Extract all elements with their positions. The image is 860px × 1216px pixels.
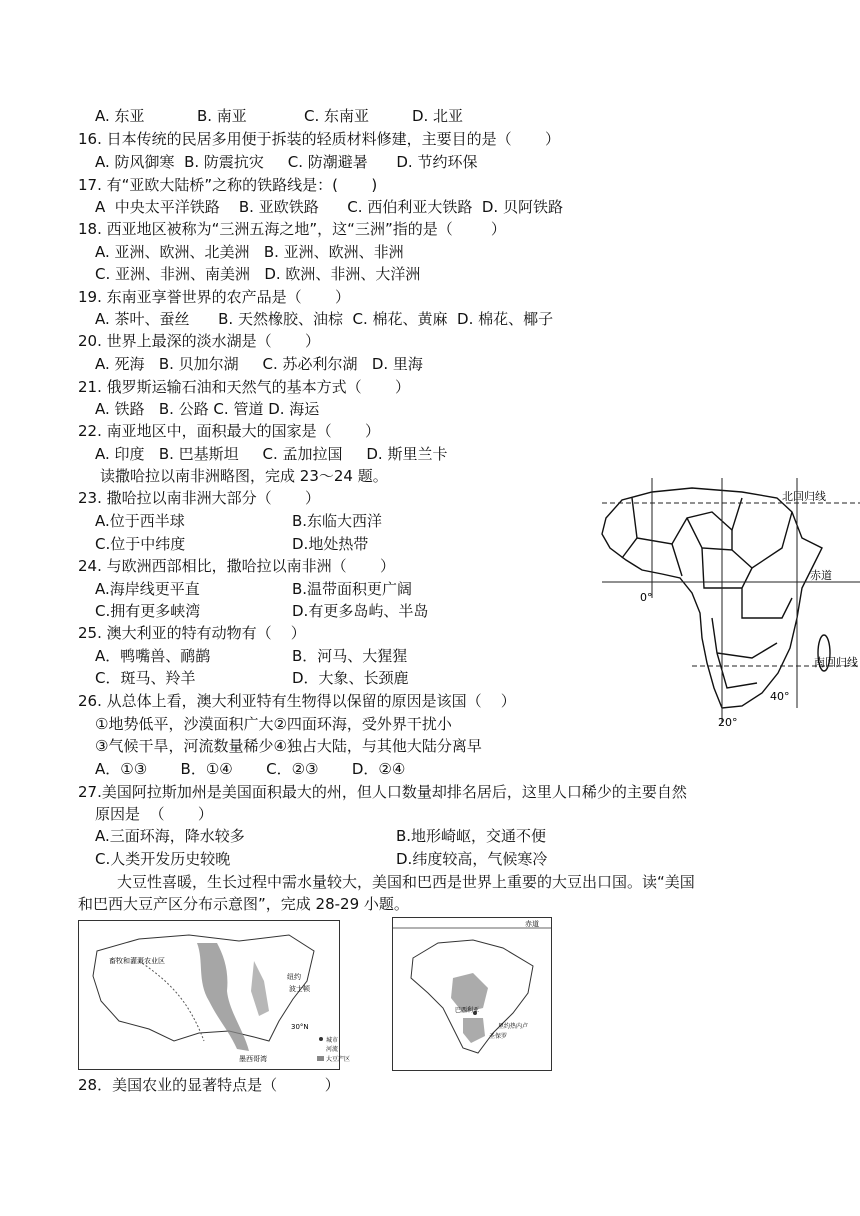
label-equator: 赤道 (810, 569, 832, 582)
legend-soy: 大豆产区 (326, 1056, 351, 1063)
q27-stem-cont: 原因是 （ ） (95, 805, 213, 823)
q23-stem: 23. 撒哈拉以南非洲大部分（ ） (78, 489, 321, 507)
q26-reason-34: ③气候干旱，河流数量稀少④独占大陆，与其他大陆分离早 (95, 737, 482, 755)
label-tropic-n: 北回归线 (782, 490, 826, 503)
q26-stem: 26. 从总体上看，澳大利亚特有生物得以保留的原因是该国（ ） (78, 692, 516, 710)
usa-soy-map (78, 920, 351, 1070)
q27-option-c: C.人类开发历史较晚 (95, 850, 231, 868)
q24-option-c: C.拥有更多峡湾 (95, 602, 201, 620)
label-city-ny: 纽约 (287, 973, 301, 981)
label-brasilia: 巴西利亚 (455, 1007, 480, 1014)
q21-options: A. 铁路 B. 公路 C. 管道 D. 海运 (95, 400, 320, 418)
q15-options: A. 东亚 B. 南亚 C. 东南亚 D. 北亚 (95, 107, 464, 125)
soy-intro: 大豆性喜暖，生长过程中需水量较大，美国和巴西是世界上重要的大豆出口国。读“美国 (117, 873, 695, 891)
q25-stem: 25. 澳大利亚的特有动物有（ ） (78, 624, 306, 642)
q18-stem: 18. 西亚地区被称为“三洲五海之地”，这“三洲”指的是（ ） (78, 220, 506, 238)
label-tropic-s: 南回归线 (814, 656, 858, 669)
q19-options: A. 茶叶、蚕丝 B. 天然橡胶、油棕 C. 棉花、黄麻 D. 棉花、椰子 (95, 310, 554, 328)
q25-option-a: A．鸭嘴兽、鸸鹋 (95, 647, 211, 665)
soy-intro-cont: 和巴西大豆产区分布示意图”，完成 28-29 小题。 (78, 895, 409, 913)
legend-city: 城市 (326, 1037, 339, 1044)
q25-option-d: D．大象、长颈鹿 (292, 669, 409, 687)
q18-options-ab: A. 亚洲、欧洲、北美洲 B. 亚洲、欧洲、非洲 (95, 243, 404, 261)
label-lon40: 40° (770, 690, 790, 703)
q23-option-c: C.位于中纬度 (95, 535, 186, 553)
q25-option-b: B．河马、大猩猩 (292, 647, 408, 665)
q16-options: A. 防风御寒 B. 防震抗灾 C. 防潮避暑 D. 节约环保 (95, 153, 478, 171)
q20-options: A. 死海 B. 贝加尔湖 C. 苏必利尔湖 D. 里海 (95, 355, 423, 373)
q23-option-b: B.东临大西洋 (292, 512, 383, 530)
q27-option-b: B.地形崎岖，交通不便 (396, 827, 547, 845)
q17-stem: 17. 有“亚欧大陆桥”之称的铁路线是：( ) (78, 176, 378, 194)
q23-option-a: A.位于西半球 (95, 512, 185, 530)
label-equator-br: 赤道 (525, 920, 539, 928)
label-gulf: 墨西哥湾 (239, 1055, 267, 1063)
legend-river: 河流 (326, 1046, 339, 1053)
q20-stem: 20. 世界上最深的淡水湖是（ ） (78, 332, 321, 350)
label-rio: 里约热内卢 (498, 1023, 529, 1030)
q24-stem: 24. 与欧洲西部相比，撒哈拉以南非洲（ ） (78, 557, 396, 575)
q18-options-cd: C. 亚洲、非洲、南美洲 D. 欧洲、非洲、大洋洲 (95, 265, 421, 283)
label-lat: 30°N (291, 1023, 309, 1031)
q26-reason-12: ①地势低平，沙漠面积广大②四面环海，受外界干扰小 (95, 715, 452, 733)
q26-options: A．①③ B．①④ C．②③ D．②④ (95, 760, 406, 778)
label-saopaulo: 圣保罗 (489, 1033, 508, 1040)
q22-stem: 22. 南亚地区中，面积最大的国家是（ ） (78, 422, 381, 440)
q16-stem: 16. 日本传统的民居多用便于拆装的轻质材料修建，主要目的是（ ） (78, 130, 561, 148)
africa-intro: 读撒哈拉以南非洲略图，完成 23～24 题。 (100, 467, 388, 485)
q27-option-d: D.纬度较高，气候寒冷 (396, 850, 548, 868)
q28-stem: 28．美国农业的显著特点是（ ） (78, 1076, 340, 1094)
africa-map (592, 478, 860, 728)
q25-option-c: C．斑马、羚羊 (95, 669, 196, 687)
label-lon0: 0° (640, 591, 653, 604)
q24-option-d: D.有更多岛屿、半岛 (292, 602, 429, 620)
label-region1: 畜牧和灌溉农业区 (109, 957, 165, 965)
q21-stem: 21. 俄罗斯运输石油和天然气的基本方式（ ） (78, 378, 411, 396)
q19-stem: 19. 东南亚享誉世界的农产品是（ ） (78, 288, 351, 306)
q17-options: A 中央太平洋铁路 B. 亚欧铁路 C. 西伯利亚大铁路 D. 贝阿铁路 (95, 198, 563, 216)
q24-option-b: B.温带面积更广阔 (292, 580, 413, 598)
q22-options: A. 印度 B. 巴基斯坦 C. 孟加拉国 D. 斯里兰卡 (95, 445, 448, 463)
q23-option-d: D.地处热带 (292, 535, 369, 553)
q24-option-a: A.海岸线更平直 (95, 580, 200, 598)
brazil-soy-map (392, 917, 552, 1071)
label-city-boston: 波士顿 (289, 985, 310, 993)
label-lon20: 20° (718, 716, 738, 729)
q27-option-a: A.三面环海，降水较多 (95, 827, 245, 845)
q27-stem: 27.美国阿拉斯加州是美国面积最大的州，但人口数量却排名居后，这里人口稀少的主要自然 (78, 783, 687, 801)
